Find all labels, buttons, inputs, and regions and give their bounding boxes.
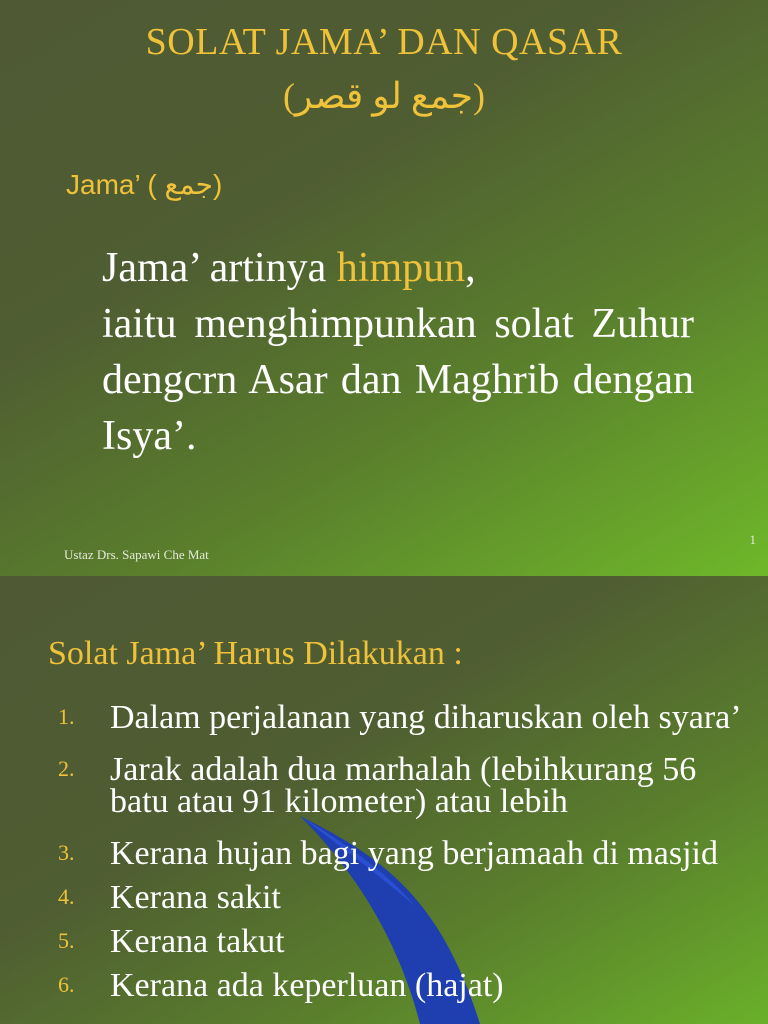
slide-subtitle-arabic: (جمع لو قصر) [282, 76, 486, 116]
list-heading: Solat Jama’ Harus Dilakukan : [48, 635, 463, 672]
list-number: 2. [58, 756, 75, 781]
list-number: 4. [58, 884, 75, 909]
section-subheading: Jama’ ( جمع) [66, 169, 223, 200]
list-item [58, 830, 758, 870]
definition-prefix: Jama’ artinya [102, 245, 337, 291]
list-number: 1. [58, 704, 75, 729]
list-number: 6. [58, 972, 75, 997]
list-text: Kerana sakit [110, 879, 281, 916]
page-number: 1 [749, 532, 756, 547]
definition-line [102, 240, 694, 296]
list-number: 5. [58, 928, 75, 953]
list-text: Kerana ada keperluan (hajat) [110, 967, 504, 1004]
slide-footer: Ustaz Drs. Sapawi Che Mat [64, 547, 209, 562]
definition-body [102, 240, 694, 464]
slide-title: SOLAT JAMA’ DAN QASAR [145, 21, 623, 63]
list-text: Kerana takut [110, 923, 285, 960]
list-number: 3. [58, 840, 75, 865]
conditions-list [58, 694, 758, 1006]
list-item [58, 918, 758, 958]
highlight-word: himpun [336, 245, 466, 291]
list-item [58, 874, 758, 914]
definition-suffix: , [465, 245, 476, 291]
list-item [58, 746, 758, 818]
list-item [58, 694, 758, 734]
definition-paragraph: iaitu menghimpunkan solat Zuhur dengcrn Asar dan Maghrib dengan Isya’. [102, 301, 694, 459]
list-text: Dalam perjalanan yang diharuskan oleh syara’ [110, 699, 742, 736]
list-text: Kerana hujan bagi yang berjamaah di masjid [110, 835, 718, 872]
list-item [58, 962, 758, 1002]
slide-2 [0, 576, 768, 1024]
list-text: Jarak adalah dua marhalah (lebihkurang 56 batu atau 91 kilometer) atau lebih [110, 751, 697, 820]
